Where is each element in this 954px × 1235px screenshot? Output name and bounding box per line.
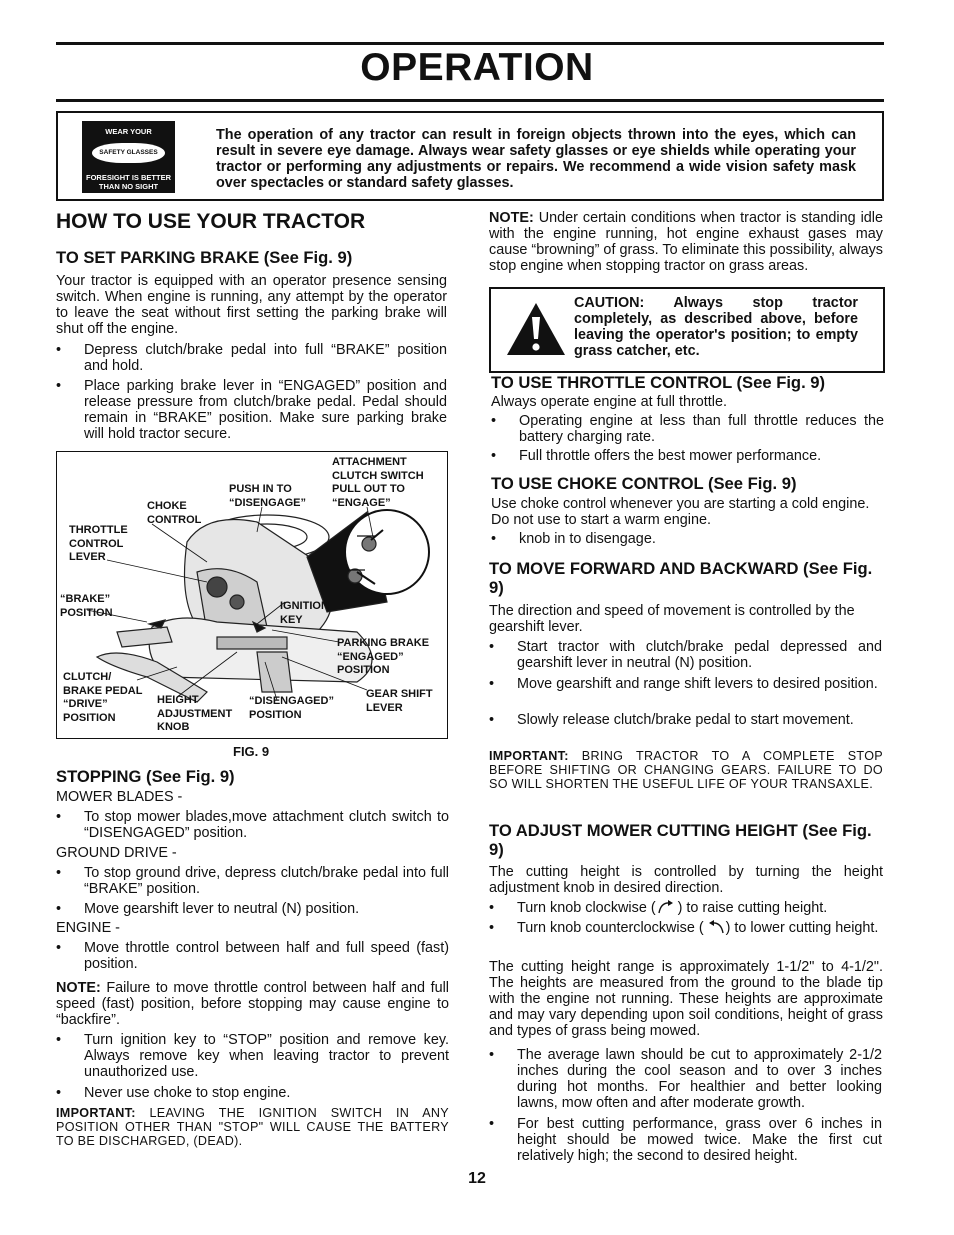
parking-brake-bullet-2: • Place parking brake lever in “ENGAGED” position and release pressure from clutch/brake pedal. Pedal should remain in “BRAKE” position. Make sure parking brake will hold tractor secure. <box>56 378 447 442</box>
height-bullet-4: • For best cutting performance, grass over 6 inches in height should be mowed twice. Make the first cut relatively high; the second to desired height. <box>489 1116 882 1164</box>
label-push-in: PUSH IN TO “DISENGAGE” <box>229 483 307 509</box>
mower-blades-bullet: • To stop mower blades,move attachment clutch switch to “DISENGAGED” position. <box>56 809 449 841</box>
label-brake-position: “BRAKE” POSITION <box>60 593 113 619</box>
page-title: OPERATION <box>360 46 594 89</box>
safety-glasses-badge <box>82 121 175 193</box>
page-number: 12 <box>468 1170 486 1187</box>
ignition-important-label: IMPORTANT: <box>56 1106 136 1120</box>
caution-box <box>489 287 885 373</box>
label-gear-shift: GEAR SHIFT LEVER <box>366 688 433 714</box>
browning-note-text: Under certain conditions when tractor is standing idle with the engine running, hot engine exhaust gases may cause “browning” of grass. To eliminate this possibility, always stop engine when stopping tractor on grass areas. <box>489 210 883 274</box>
browning-note <box>489 210 883 274</box>
move-intro: The direction and speed of movement is controlled by the gearshift lever. <box>489 603 855 635</box>
figure-9 <box>56 451 448 739</box>
parking-brake-bullet-1: • Depress clutch/brake pedal into full “BRAKE” position and hold. <box>56 342 447 374</box>
height-bullet-2-pre: Turn knob counterclockwise ( <box>517 920 704 936</box>
gear-important <box>489 749 883 791</box>
engine-bullet-2: • Turn ignition key to “STOP” position and remove key. Always remove key when leaving tractor to prevent unauthorized use. <box>56 1032 449 1080</box>
clockwise-arrow-icon <box>656 900 678 914</box>
move-bullet-2: • Move gearshift and range shift levers to desired position. <box>489 676 882 692</box>
mower-blades-label: MOWER BLADES - <box>56 789 183 805</box>
ground-drive-bullet-2: • Move gearshift lever to neutral (N) position. <box>56 901 449 917</box>
height-bullet-1-pre: Turn knob clockwise ( <box>517 900 656 916</box>
ground-drive-bullet-1: • To stop ground drive, depress clutch/brake pedal into full “BRAKE” position. <box>56 865 449 897</box>
figure-caption: FIG. 9 <box>233 744 270 759</box>
choke-bullet-1: • knob in to disengage. <box>491 531 884 547</box>
label-height-knob: HEIGHT ADJUSTMENT KNOB <box>157 694 233 733</box>
throttle-intro: Always operate engine at full throttle. <box>491 394 727 410</box>
top-rule <box>56 42 884 45</box>
label-throttle-lever: THROTTLE CONTROL LEVER <box>69 524 128 563</box>
height-bullet-3: • The average lawn should be cut to approximately 2-1/2 inches during the cool season and to over 3 inches during hot months. For healthier and better looking lawns, mow often and after moderate growth. <box>489 1047 882 1111</box>
counterclockwise-arrow-icon <box>704 920 726 934</box>
throttle-heading: TO USE THROTTLE CONTROL (See Fig. 9) <box>491 373 826 392</box>
stopping-note <box>56 980 449 1028</box>
badge-bottom-line-2: THAN NO SIGHT <box>98 182 159 191</box>
height-bullet-2 <box>489 920 882 936</box>
ignition-important <box>56 1106 449 1148</box>
engine-label: ENGINE - <box>56 920 120 936</box>
parking-brake-heading: TO SET PARKING BRAKE (See Fig. 9) <box>56 248 353 267</box>
stopping-heading: STOPPING (See Fig. 9) <box>56 767 235 786</box>
badge-glasses-text: SAFETY GLASSES <box>92 143 165 163</box>
caution-text: CAUTION: Always stop tractor completely, as described above, before leaving the operator's position; to empty grass catcher, etc. <box>574 295 858 359</box>
ground-drive-label: GROUND DRIVE - <box>56 845 177 861</box>
badge-bottom-text <box>82 173 175 191</box>
warning-triangle-icon <box>505 301 567 357</box>
engine-bullet-3: • Never use choke to stop engine. <box>56 1085 449 1101</box>
badge-top-text: WEAR YOUR <box>105 127 152 136</box>
gear-important-text: BRING TRACTOR TO A COMPLETE STOP BEFORE SHIFTING OR CHANGING GEARS. FAILURE TO DO SO WILL SHORTEN THE USEFUL LIFE OF YOUR TRANSAXLE. <box>489 749 883 791</box>
parking-brake-intro: Your tractor is equipped with an operator presence sensing switch. When engine is running, any attempt by the operator to leave the seat without first setting the parking brake will shut off the engine. <box>56 273 447 337</box>
height-bullet-1-post: ) to raise cutting height. <box>677 900 828 916</box>
move-bullet-3: • Slowly release clutch/brake pedal to start movement. <box>489 712 882 728</box>
label-choke-control: CHOKE CONTROL <box>147 500 202 526</box>
height-bullet-1 <box>489 900 882 916</box>
main-heading: HOW TO USE YOUR TRACTOR <box>56 210 366 233</box>
label-disengaged-position: “DISENGAGED” POSITION <box>249 695 334 721</box>
badge-bottom-line-1: FORESIGHT IS BETTER <box>85 173 171 182</box>
throttle-bullet-2: • Full throttle offers the best mower performance. <box>491 448 884 464</box>
stopping-note-label: NOTE: <box>56 980 101 996</box>
move-heading: TO MOVE FORWARD AND BACKWARD (See Fig. 9) <box>489 559 873 597</box>
gear-important-label: IMPORTANT: <box>489 749 569 763</box>
throttle-bullet-1: • Operating engine at less than full throttle reduces the battery charging rate. <box>491 413 884 445</box>
browning-note-label: NOTE: <box>489 210 534 226</box>
height-intro: The cutting height is controlled by turning the height adjustment knob in desired direction. <box>489 864 883 896</box>
choke-heading: TO USE CHOKE CONTROL (See Fig. 9) <box>491 474 797 493</box>
stopping-note-text: Failure to move throttle control between half and full speed (fast) position, before stopping may cause engine to “backfire”. <box>56 980 449 1028</box>
engine-bullet-1: • Move throttle control between half and full speed (fast) position. <box>56 940 449 972</box>
safety-warning-box <box>56 111 884 201</box>
label-ignition-key: IGNITION KEY <box>280 600 329 626</box>
title-rule <box>56 99 884 102</box>
height-bullet-2-post: ) to lower cutting height. <box>725 920 879 936</box>
label-attachment-clutch: ATTACHMENT CLUTCH SWITCH PULL OUT TO “ENGAGE” <box>332 456 424 509</box>
label-clutch-brake-pedal: CLUTCH/ BRAKE PEDAL “DRIVE” POSITION <box>63 671 143 724</box>
safety-warning-text: The operation of any tractor can result in foreign objects thrown into the eyes, which can result in severe eye damage. Always wear safety glasses or eye shields while operating your tractor or performing any adjustments or repairs. We recommend a wide vision safety mask over spectacles or standard safety glasses. <box>216 127 856 191</box>
move-bullet-1: • Start tractor with clutch/brake pedal depressed and gearshift lever in neutral (N) position. <box>489 639 882 671</box>
ignition-important-text: LEAVING THE IGNITION SWITCH IN ANY POSITION OTHER THAN "STOP" WILL CAUSE THE BATTERY TO BE DISCHARGED, (DEAD). <box>56 1106 449 1148</box>
choke-intro: Use choke control whenever you are starting a cold engine. Do not use to start a warm engine. <box>491 496 870 528</box>
height-range-paragraph: The cutting height range is approximately 1-1/2" to 4-1/2". The heights are measured from the ground to the blade tip with the engine not running. These heights are approximate and may vary depending upon soil conditions, height of grass and types of grass being mowed. <box>489 959 883 1039</box>
height-heading: TO ADJUST MOWER CUTTING HEIGHT (See Fig. 9) <box>489 821 872 859</box>
label-parking-brake-engaged: PARKING BRAKE “ENGAGED” POSITION <box>337 637 430 676</box>
